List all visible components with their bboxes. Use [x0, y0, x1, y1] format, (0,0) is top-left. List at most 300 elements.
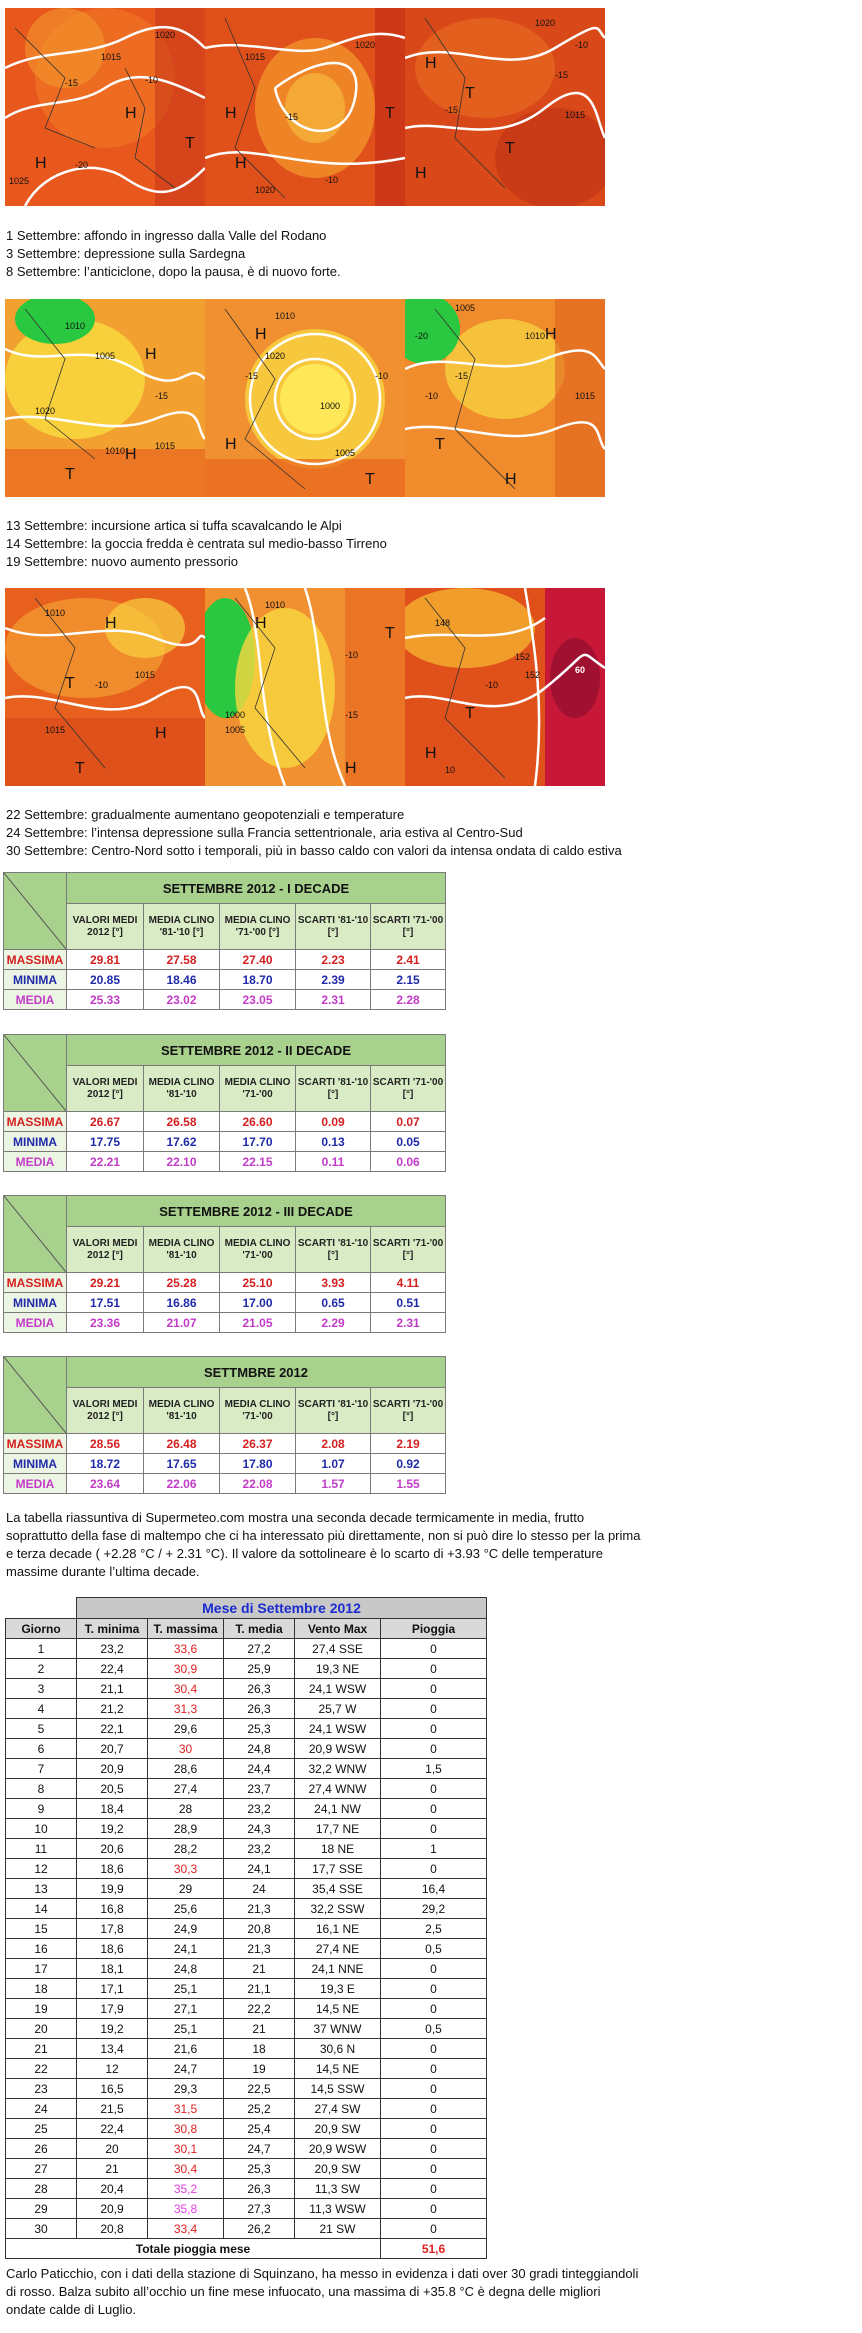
- map-label: H: [255, 615, 267, 632]
- table-cell: 32,2 WNW: [295, 1759, 381, 1779]
- table-cell: 20,9 WSW: [295, 1739, 381, 1759]
- weather-map-30-sep: [405, 588, 605, 786]
- column-header: VALORI MEDI 2012 [°]: [67, 904, 144, 950]
- table-title: SETTEMBRE 2012 - II DECADE: [67, 1035, 446, 1066]
- map-label: -20: [75, 160, 89, 170]
- table-cell: 17.62: [144, 1132, 220, 1152]
- table-cell: 21.05: [220, 1313, 296, 1333]
- month-table-spacer: [6, 1598, 77, 1619]
- table-cell: 0: [381, 2099, 487, 2119]
- table-cell: 22,4: [77, 1659, 148, 1679]
- row-label: MINIMA: [4, 1293, 67, 1313]
- table-cell: 25,3: [224, 1719, 295, 1739]
- table-cell: 17.51: [67, 1293, 144, 1313]
- table-row-media: [4, 1474, 446, 1494]
- table-cell: 20,7: [77, 1739, 148, 1759]
- column-header: VALORI MEDI 2012 [°]: [67, 1227, 144, 1273]
- map-label: 1010: [265, 600, 286, 610]
- column-header: MEDIA CLINO '71-'00: [220, 1066, 296, 1112]
- table-cell: 20.85: [67, 970, 144, 990]
- table-row: [6, 1879, 487, 1899]
- table-row: [6, 1819, 487, 1839]
- row-label: MEDIA: [4, 990, 67, 1010]
- map-label: 1015: [135, 670, 156, 680]
- table-cell: 28: [148, 1799, 224, 1819]
- column-header: SCARTI '81-'10 [°]: [296, 1066, 371, 1112]
- map-label: H: [225, 436, 237, 453]
- table-cell: 21,2: [77, 1699, 148, 1719]
- table-cell: 17,1: [77, 1979, 148, 1999]
- table-cell: 17,7 SSE: [295, 1859, 381, 1879]
- column-header: SCARTI '81-'10 [°]: [296, 904, 371, 950]
- table-cell: 19: [224, 2059, 295, 2079]
- map-label: T: [465, 705, 475, 722]
- table-cell: 2.31: [371, 1313, 446, 1333]
- table-cell: 30: [148, 1739, 224, 1759]
- map-label: -15: [555, 70, 569, 80]
- table-cell: 24,8: [224, 1739, 295, 1759]
- table-cell: 27,2: [224, 1639, 295, 1659]
- map-label: T: [385, 105, 395, 122]
- map-label: 1010: [275, 311, 296, 321]
- map-label: 1015: [575, 391, 596, 401]
- table-row-media: [4, 990, 446, 1010]
- table-cell: 21.07: [144, 1313, 220, 1333]
- table-cell: 22.10: [144, 1152, 220, 1172]
- table-cell: 25.28: [144, 1273, 220, 1293]
- table-cell: 17,7 NE: [295, 1819, 381, 1839]
- table-cell: 10: [6, 1819, 77, 1839]
- table-cell: 26.58: [144, 1112, 220, 1132]
- table-cell: 16,5: [77, 2079, 148, 2099]
- map-label: -15: [155, 391, 169, 401]
- map-label: 1000: [225, 710, 246, 720]
- captions-group-2: [6, 517, 387, 571]
- map-label: H: [105, 615, 117, 632]
- table-row: [6, 1939, 487, 1959]
- table-cell: 3.93: [296, 1273, 371, 1293]
- table-cell: 0.07: [371, 1112, 446, 1132]
- map-label: -10: [345, 650, 359, 660]
- caption: 3 Settembre: depressione sulla Sardegna: [6, 246, 246, 261]
- table-cell: 24,4: [224, 1759, 295, 1779]
- table-cell: 16.86: [144, 1293, 220, 1313]
- table-cell: 2: [6, 1659, 77, 1679]
- map-label: -10: [325, 175, 339, 185]
- table-cell: 24,1: [224, 1859, 295, 1879]
- table-cell: 4.11: [371, 1273, 446, 1293]
- table-cell: 1.55: [371, 1474, 446, 1494]
- table-cell: 3: [6, 1679, 77, 1699]
- map-label: T: [385, 625, 395, 642]
- column-header: SCARTI '71-'00 [°]: [371, 1227, 446, 1273]
- table-cell: 25,7 W: [295, 1699, 381, 1719]
- table-cell: 21,3: [224, 1899, 295, 1919]
- table-cell: 22,2: [224, 1999, 295, 2019]
- table-cell: 2.19: [371, 1434, 446, 1454]
- table-cell: 13: [6, 1879, 77, 1899]
- table-cell: 27,4 SSE: [295, 1639, 381, 1659]
- map-label: -10: [145, 75, 159, 85]
- table-row-massima: [4, 1434, 446, 1454]
- map-label: 1015: [45, 725, 66, 735]
- map-label: H: [345, 760, 357, 777]
- table-cell: 13,4: [77, 2039, 148, 2059]
- map-label: 1020: [155, 30, 176, 40]
- map-label: 1020: [35, 406, 56, 416]
- map-label: -10: [425, 391, 439, 401]
- total-rain-value: 51,6: [381, 2239, 487, 2259]
- column-header: VALORI MEDI 2012 [°]: [67, 1388, 144, 1434]
- table-row: [6, 2159, 487, 2179]
- table-cell: 24,7: [148, 2059, 224, 2079]
- column-header: MEDIA CLINO '71-'00: [220, 1227, 296, 1273]
- table-cell: 12: [77, 2059, 148, 2079]
- caption: 8 Settembre: l’anticiclone, dopo la pausa, è di nuovo forte.: [6, 264, 341, 279]
- map-label: 1005: [95, 351, 116, 361]
- table-cell: 21: [224, 1959, 295, 1979]
- table-row: [6, 1839, 487, 1859]
- table-cell: 0: [381, 2039, 487, 2059]
- table-row: [6, 1979, 487, 1999]
- column-header: Giorno: [6, 1619, 77, 1639]
- captions-group-3: [6, 806, 622, 860]
- table-row: [6, 2059, 487, 2079]
- table-cell: 21 SW: [295, 2219, 381, 2239]
- map-label: -10: [485, 680, 499, 690]
- table-cell: 28,2: [148, 1839, 224, 1859]
- table-cell: 33,6: [148, 1639, 224, 1659]
- table-cell: 14,5 NE: [295, 1999, 381, 2019]
- table-cell: 19,3 NE: [295, 1659, 381, 1679]
- table-row: [6, 1959, 487, 1979]
- map-label: -15: [65, 78, 79, 88]
- table-cell: 12: [6, 1859, 77, 1879]
- table-cell: 0: [381, 1799, 487, 1819]
- map-label: H: [155, 725, 167, 742]
- column-header: Pioggia: [381, 1619, 487, 1639]
- weather-map-19-sep: [405, 299, 605, 497]
- table-cell: 16: [6, 1939, 77, 1959]
- map-label: 152: [515, 652, 531, 662]
- table-row: [6, 2079, 487, 2099]
- table-cell: 2.41: [371, 950, 446, 970]
- table-cell: 35,2: [148, 2179, 224, 2199]
- table-row-minima: [4, 1454, 446, 1474]
- map-label: H: [255, 326, 267, 343]
- table-cell: 35,8: [148, 2199, 224, 2219]
- table-cell: 24,1 NW: [295, 1799, 381, 1819]
- table-cell: 17.70: [220, 1132, 296, 1152]
- table-cell: 0.13: [296, 1132, 371, 1152]
- table-cell: 22,5: [224, 2079, 295, 2099]
- table-cell: 25,1: [148, 1979, 224, 1999]
- table-cell: 26,3: [224, 1679, 295, 1699]
- table-row: [6, 1739, 487, 1759]
- column-header: SCARTI '71-'00 [°]: [371, 904, 446, 950]
- map-label: H: [505, 471, 517, 488]
- weather-map-13-sep: [5, 299, 205, 497]
- map-label: -10: [375, 371, 389, 381]
- map-label: -15: [455, 371, 469, 381]
- table-cell: 2,5: [381, 1919, 487, 1939]
- map-label: 60: [575, 665, 586, 675]
- weather-map-24-sep: [205, 588, 405, 786]
- table-cell: 26.67: [67, 1112, 144, 1132]
- map-label: H: [225, 105, 237, 122]
- table-cell: 0: [381, 2159, 487, 2179]
- table-cell: 28: [6, 2179, 77, 2199]
- table-cell: 0: [381, 1779, 487, 1799]
- table-cell: 35,4 SSE: [295, 1879, 381, 1899]
- table-cell: 17.75: [67, 1132, 144, 1152]
- table-cell: 26,3: [224, 1699, 295, 1719]
- table-row: [6, 2199, 487, 2219]
- table-corner: [4, 1357, 67, 1434]
- row-label: MASSIMA: [4, 1112, 67, 1132]
- table-cell: 18,6: [77, 1859, 148, 1879]
- table-row: [6, 2119, 487, 2139]
- table-cell: 1: [6, 1639, 77, 1659]
- column-header: T. massima: [148, 1619, 224, 1639]
- table-cell: 8: [6, 1779, 77, 1799]
- table-row: [6, 1719, 487, 1739]
- map-label: 1005: [225, 725, 246, 735]
- table-cell: 0: [381, 1959, 487, 1979]
- table-cell: 0: [381, 2179, 487, 2199]
- column-header: SCARTI '81-'10 [°]: [296, 1227, 371, 1273]
- table-cell: 23,2: [224, 1839, 295, 1859]
- table-row: [6, 2099, 487, 2119]
- map-label: 1010: [45, 608, 66, 618]
- table-cell: 29: [6, 2199, 77, 2219]
- decade-table-2: [3, 1034, 446, 1172]
- table-cell: 21: [6, 2039, 77, 2059]
- map-label: H: [545, 326, 557, 343]
- table-cell: 2.31: [296, 990, 371, 1010]
- caption: 1 Settembre: affondo in ingresso dalla Valle del Rodano: [6, 228, 327, 243]
- table-cell: 0,5: [381, 2019, 487, 2039]
- table-cell: 21,3: [224, 1939, 295, 1959]
- map-label: T: [505, 140, 515, 157]
- weather-map-3-sep: [205, 8, 405, 206]
- map-label: -20: [415, 331, 429, 341]
- table-cell: 24,1: [148, 1939, 224, 1959]
- table-cell: 21,1: [77, 1679, 148, 1699]
- table-row-minima: [4, 970, 446, 990]
- table-cell: 21,5: [77, 2099, 148, 2119]
- table-cell: 32,2 SSW: [295, 1899, 381, 1919]
- table-row: [6, 1799, 487, 1819]
- table-cell: 29: [148, 1879, 224, 1899]
- map-label: 148: [435, 618, 451, 628]
- table-cell: 20,6: [77, 1839, 148, 1859]
- table-cell: 19: [6, 1999, 77, 2019]
- map-label: 1020: [355, 40, 376, 50]
- table-cell: 0.06: [371, 1152, 446, 1172]
- table-cell: 28.56: [67, 1434, 144, 1454]
- table-cell: 18,1: [77, 1959, 148, 1979]
- row-label: MASSIMA: [4, 950, 67, 970]
- column-header: MEDIA CLINO '81-'10: [144, 1066, 220, 1112]
- caption: 19 Settembre: nuovo aumento pressorio: [6, 554, 238, 569]
- table-cell: 18: [224, 2039, 295, 2059]
- map-label: -15: [345, 710, 359, 720]
- map-label: H: [425, 55, 437, 72]
- table-title: SETTMBRE 2012: [67, 1357, 446, 1388]
- table-corner: [4, 1196, 67, 1273]
- table-cell: 23,2: [224, 1799, 295, 1819]
- table-cell: 20: [6, 2019, 77, 2039]
- table-cell: 23,7: [224, 1779, 295, 1799]
- table-cell: 19,2: [77, 1819, 148, 1839]
- table-cell: 23.36: [67, 1313, 144, 1333]
- table-cell: 23,2: [77, 1639, 148, 1659]
- table-cell: 14: [6, 1899, 77, 1919]
- map-label: T: [65, 675, 75, 692]
- total-rain-label: Totale pioggia mese: [6, 2239, 381, 2259]
- table-cell: 23.05: [220, 990, 296, 1010]
- table-cell: 2.23: [296, 950, 371, 970]
- table-cell: 30,6 N: [295, 2039, 381, 2059]
- table-cell: 18.70: [220, 970, 296, 990]
- row-label: MEDIA: [4, 1152, 67, 1172]
- map-row-2: [5, 299, 605, 497]
- table-row: [6, 1659, 487, 1679]
- column-header: SCARTI '71-'00 [°]: [371, 1066, 446, 1112]
- table-cell: 0.65: [296, 1293, 371, 1313]
- table-cell: 29,2: [381, 1899, 487, 1919]
- caption: 13 Settembre: incursione artica si tuffa scavalcando le Alpi: [6, 518, 342, 533]
- table-row-massima: [4, 950, 446, 970]
- table-cell: 27,3: [224, 2199, 295, 2219]
- map-label: -10: [575, 40, 589, 50]
- table-cell: 2.39: [296, 970, 371, 990]
- table-cell: 24,8: [148, 1959, 224, 1979]
- table-cell: 25,9: [224, 1659, 295, 1679]
- table-cell: 17.00: [220, 1293, 296, 1313]
- table-cell: 0,5: [381, 1939, 487, 1959]
- table-row: [6, 2179, 487, 2199]
- table-cell: 0.11: [296, 1152, 371, 1172]
- table-row: [6, 2219, 487, 2239]
- table-cell: 11: [6, 1839, 77, 1859]
- table-cell: 11,3 WSW: [295, 2199, 381, 2219]
- table-cell: 18: [6, 1979, 77, 1999]
- weather-map-1-sep: [5, 8, 205, 206]
- map-label: H: [35, 155, 47, 172]
- table-cell: 18,4: [77, 1799, 148, 1819]
- map-label: T: [185, 135, 195, 152]
- table-cell: 24,9: [148, 1919, 224, 1939]
- table-row-minima: [4, 1132, 446, 1152]
- weather-map-14-sep: [205, 299, 405, 497]
- table-cell: 0.09: [296, 1112, 371, 1132]
- column-header: VALORI MEDI 2012 [°]: [67, 1066, 144, 1112]
- table-cell: 27,4 NE: [295, 1939, 381, 1959]
- map-label: H: [145, 346, 157, 363]
- table-cell: 22,4: [77, 2119, 148, 2139]
- table-cell: 0: [381, 1699, 487, 1719]
- table-cell: 23: [6, 2079, 77, 2099]
- column-header: Vento Max: [295, 1619, 381, 1639]
- table-row: [6, 1759, 487, 1779]
- table-cell: 28,6: [148, 1759, 224, 1779]
- month-table: [5, 1597, 487, 2259]
- table-cell: 17,8: [77, 1919, 148, 1939]
- table-cell: 37 WNW: [295, 2019, 381, 2039]
- table-cell: 30,1: [148, 2139, 224, 2159]
- table-cell: 29.81: [67, 950, 144, 970]
- table-cell: 27,4 SW: [295, 2099, 381, 2119]
- table-cell: 17,9: [77, 1999, 148, 2019]
- table-cell: 26,3: [224, 2179, 295, 2199]
- table-cell: 22.08: [220, 1474, 296, 1494]
- table-cell: 20,9 SW: [295, 2159, 381, 2179]
- table-cell: 0: [381, 1999, 487, 2019]
- table-cell: 24: [224, 1879, 295, 1899]
- table-cell: 15: [6, 1919, 77, 1939]
- table-cell: 25.33: [67, 990, 144, 1010]
- table-cell: 0: [381, 2119, 487, 2139]
- table-title: SETTEMBRE 2012 - I DECADE: [67, 873, 446, 904]
- table-cell: 20,9: [77, 1759, 148, 1779]
- table-cell: 27,1: [148, 1999, 224, 2019]
- table-cell: 24,1 WSW: [295, 1719, 381, 1739]
- table-cell: 18.46: [144, 970, 220, 990]
- table-cell: 0.51: [371, 1293, 446, 1313]
- table-cell: 2.15: [371, 970, 446, 990]
- map-label: T: [75, 760, 85, 777]
- column-header: MEDIA CLINO '71-'00 [°]: [220, 904, 296, 950]
- map-label: -15: [245, 371, 259, 381]
- table-cell: 20,9 SW: [295, 2119, 381, 2139]
- table-cell: 21: [224, 2019, 295, 2039]
- table-cell: 0: [381, 1679, 487, 1699]
- table-cell: 0: [381, 1819, 487, 1839]
- table-cell: 24,1 NNE: [295, 1959, 381, 1979]
- caption: 30 Settembre: Centro-Nord sotto i temporali, più in basso caldo con valori da intensa ondata di caldo estiva: [6, 843, 622, 858]
- table-row: [6, 1639, 487, 1659]
- table-cell: 33,4: [148, 2219, 224, 2239]
- decade-table-month: [3, 1356, 446, 1494]
- table-cell: 0: [381, 1739, 487, 1759]
- table-cell: 27.58: [144, 950, 220, 970]
- table-cell: 20,9 WSW: [295, 2139, 381, 2159]
- table-cell: 29,3: [148, 2079, 224, 2099]
- table-cell: 21,6: [148, 2039, 224, 2059]
- table-cell: 31,3: [148, 1699, 224, 1719]
- map-label: 1015: [155, 441, 176, 451]
- map-label: 1015: [101, 52, 122, 62]
- table-cell: 11,3 SW: [295, 2179, 381, 2199]
- table-cell: 24,3: [224, 1819, 295, 1839]
- table-cell: 19,9: [77, 1879, 148, 1899]
- table-cell: 17.65: [144, 1454, 220, 1474]
- column-header: MEDIA CLINO '71-'00: [220, 1388, 296, 1434]
- table-cell: 19,3 E: [295, 1979, 381, 1999]
- table-cell: 22.06: [144, 1474, 220, 1494]
- table-cell: 26.37: [220, 1434, 296, 1454]
- table-cell: 20,8: [77, 2219, 148, 2239]
- decade-table-1: [3, 872, 446, 1010]
- map-label: 1010: [525, 331, 546, 341]
- table-cell: 17.80: [220, 1454, 296, 1474]
- table-cell: 25,4: [224, 2119, 295, 2139]
- month-table-title: Mese di Settembre 2012: [77, 1598, 487, 1619]
- table-cell: 30,3: [148, 1859, 224, 1879]
- table-cell: 0: [381, 2059, 487, 2079]
